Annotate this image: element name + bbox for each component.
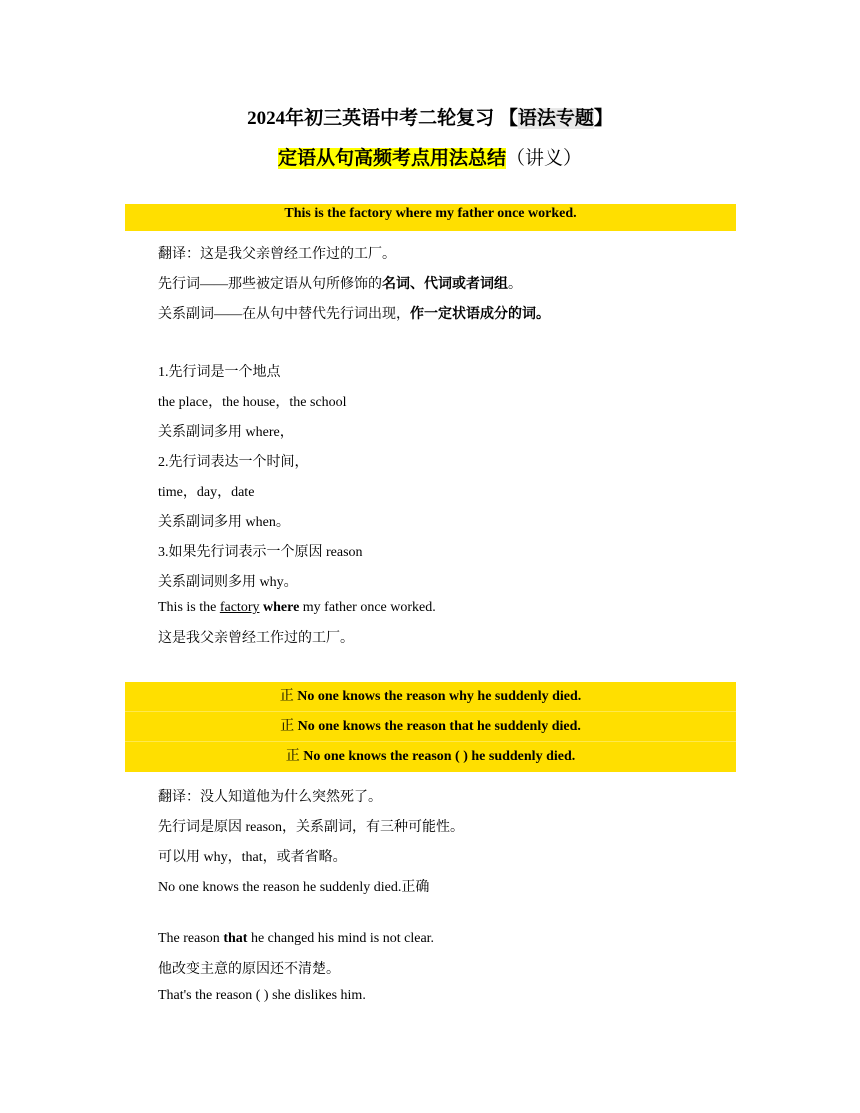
item-1-examples: the place，the house，the school [158, 395, 347, 410]
example-post: my father once worked. [299, 600, 436, 615]
ex2-post: he changed his mind is not clear. [247, 931, 435, 946]
example-band-2 [125, 682, 736, 772]
explanation-1: 先行词是原因 reason，关系副词，有三种可能性。 [158, 820, 465, 835]
band-row [125, 712, 736, 742]
ex2-bold: that [223, 931, 248, 946]
title-tag: 语法专题 [517, 108, 594, 129]
ex2-pre: The reason [158, 931, 224, 946]
item-2-examples: time，day，date [158, 485, 255, 500]
page-title [0, 103, 860, 130]
item-3-heading: 3.如果先行词表示一个原因 reason [158, 545, 363, 560]
explanation-2: 可以用 why，that，或者省略。 [158, 850, 347, 865]
antecedent-definition [158, 273, 522, 293]
example-sentence [158, 600, 436, 616]
translation-line: 翻译：这是我父亲曾经工作过的工厂。 [158, 247, 396, 262]
subtitle-main: 定语从句高频考点用法总结 [277, 148, 506, 169]
band-row-text: No one knows the reason that he suddenly died. [294, 719, 581, 734]
band-row-mark: 正 [280, 719, 295, 734]
example-band-1 [125, 204, 736, 231]
band-row-mark: 正 [285, 749, 300, 764]
explanation-3: No one knows the reason he suddenly died.正确 [158, 880, 430, 895]
item-2-heading: 2.先行词表达一个时间， [158, 455, 309, 470]
item-1-rule: 关系副词多用 where， [158, 425, 294, 440]
band-row-text: No one knows the reason why he suddenly died. [293, 689, 582, 704]
band-row [125, 682, 736, 712]
translation-line-2: 翻译：没人知道他为什么突然死了。 [158, 790, 382, 805]
band-row-mark: 正 [279, 689, 294, 704]
band-row-text: No one knows the reason ( ) he suddenly died. [299, 749, 576, 764]
page-subtitle [0, 143, 860, 170]
example-translation: 这是我父亲曾经工作过的工厂。 [158, 631, 354, 646]
example-sentence-2 [158, 931, 434, 947]
band-row [125, 742, 736, 772]
reladv-prefix: 关系副词——在从句中替代先行词出现， [158, 307, 410, 322]
example-bold-word: where [259, 600, 300, 615]
band-sentence: This is the factory where my father once worked. [284, 206, 577, 221]
title-bracket-close: 】 [593, 108, 613, 129]
item-1-heading: 1.先行词是一个地点 [158, 365, 281, 380]
example-pre: This is the [158, 600, 220, 615]
example-sentence-3: That's the reason ( ) she dislikes him. [158, 988, 366, 1003]
title-text: 2024年初三英语中考二轮复习 【 [247, 108, 518, 129]
reladv-bold: 作一定状语成分的词。 [410, 307, 550, 322]
example-underlined-word: factory [219, 600, 260, 615]
item-2-rule: 关系副词多用 when。 [158, 515, 290, 530]
subtitle-suffix: （讲义） [506, 148, 583, 169]
example-translation-2: 他改变主意的原因还不清楚。 [158, 962, 340, 977]
antecedent-bold: 名词、代词或者词组 [382, 277, 508, 292]
relative-adverb-definition [158, 303, 550, 323]
antecedent-prefix: 先行词——那些被定语从句所修饰的 [158, 277, 382, 292]
antecedent-end: 。 [508, 277, 522, 292]
item-3-rule: 关系副词则多用 why。 [158, 575, 298, 590]
